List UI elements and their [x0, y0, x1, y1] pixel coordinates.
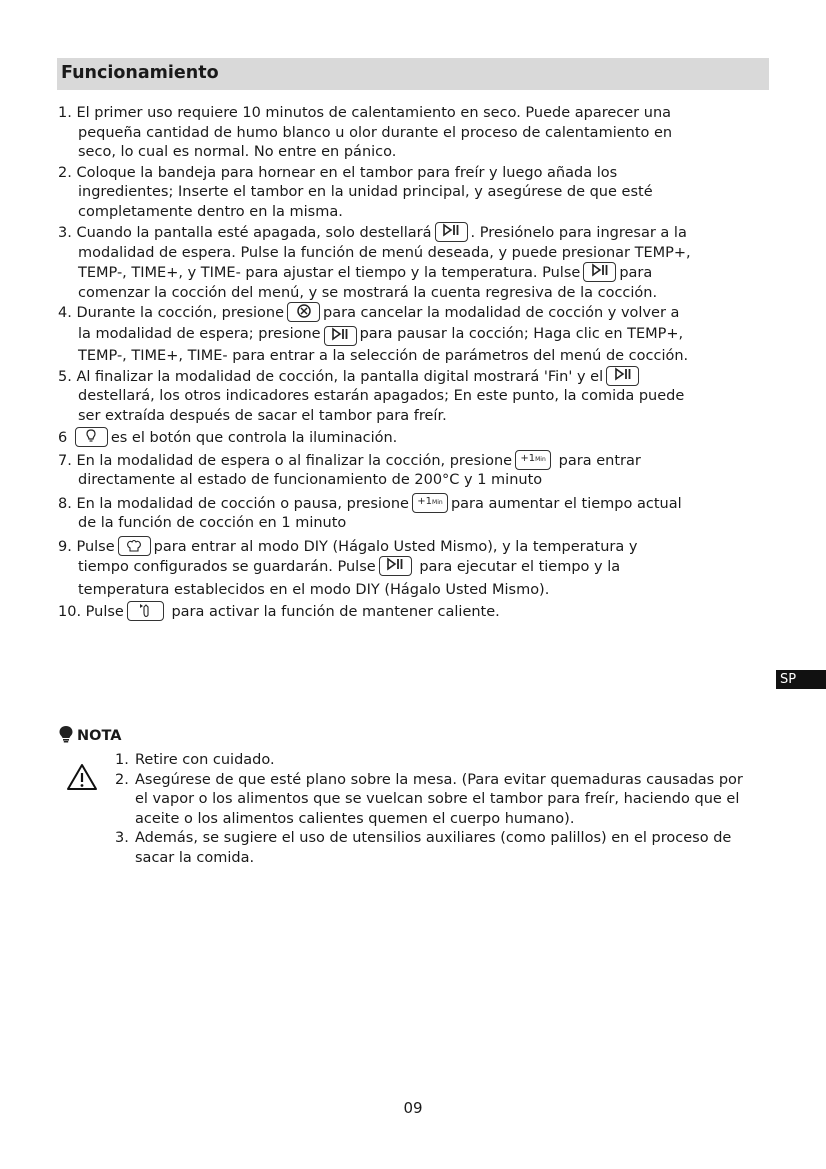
- item-text: Pulse: [76, 538, 115, 555]
- note-heading: [58, 725, 121, 747]
- item-number: 2.: [58, 164, 72, 181]
- item-text: para ejecutar el tiempo y la: [419, 559, 621, 575]
- item-line: pequeña cantidad de humo blanco u olor durante el proceso de calentamiento en: [78, 124, 673, 141]
- item-line: completamente dentro en la misma.: [78, 203, 343, 220]
- play-pause-icon: [441, 223, 461, 237]
- list-item: [58, 428, 758, 449]
- item-line: de la función de cocción en 1 minuto: [78, 515, 347, 531]
- item-text: Pulse: [85, 604, 124, 620]
- item-number: 10.: [58, 604, 82, 620]
- item-number: 3.: [58, 225, 72, 241]
- item-line: directamente al estado de funcionamiento de 200°C y 1 minuto: [78, 472, 543, 488]
- note-item: [115, 771, 755, 830]
- item-text: para entrar: [558, 452, 641, 469]
- plus-one-minute-button: [412, 493, 448, 513]
- item-number: 7.: [58, 452, 72, 469]
- item-number: 8.: [58, 495, 72, 512]
- item-line: El primer uso requiere 10 minutos de calentamiento en seco. Puede aparecer una: [76, 105, 672, 121]
- note-item: [115, 829, 755, 868]
- plus-one-minute-unit: Min: [432, 498, 443, 506]
- plus-one-minute-label: +1: [520, 452, 536, 464]
- item-text: . Presiónelo para ingresar a la: [470, 225, 687, 241]
- play-pause-icon: [330, 327, 350, 341]
- item-number: 6: [58, 430, 68, 446]
- item-text: la modalidad de espera; presione: [78, 325, 321, 342]
- item-number: 5.: [58, 368, 72, 385]
- item-text: Al finalizar la modalidad de cocción, la pantalla digital mostrará 'Fin' y el: [76, 368, 604, 385]
- list-item: [58, 164, 758, 223]
- instruction-list: [58, 104, 758, 623]
- item-text: para pausar la cocción; Haga clic en TEMP+,: [359, 325, 684, 342]
- list-item: [58, 451, 758, 491]
- item-line: TEMP-, TIME+, TIME- para entrar a la selección de parámetros del menú de cocción.: [78, 348, 689, 364]
- play-pause-icon: [613, 367, 633, 381]
- plus-one-minute-button: [515, 450, 551, 470]
- item-line: Coloque la bandeja para hornear en el tambor para freír y luego añada los: [76, 164, 618, 181]
- play-pause-button: [324, 326, 357, 346]
- play-pause-button: [583, 262, 616, 282]
- item-text: para cancelar la modalidad de cocción y volver a: [323, 305, 680, 321]
- item-number: 4.: [58, 305, 72, 321]
- play-pause-button: [379, 556, 412, 576]
- section-header: [57, 58, 769, 90]
- item-number: 1.: [58, 105, 72, 121]
- plus-one-minute-label: +1: [417, 495, 433, 507]
- note-text: Además, se sugiere el uso de utensilios auxiliares (como palillos) en el proceso de sacar la comida.: [135, 830, 732, 866]
- item-text: para activar la función de mantener caliente.: [171, 604, 500, 620]
- item-line: destellará, los otros indicadores estarán apagados; En este punto, la comida puede: [78, 388, 685, 404]
- list-item: [58, 223, 758, 303]
- plus-one-minute-unit: Min: [535, 455, 546, 463]
- keep-warm-icon: [136, 602, 154, 618]
- diy-button: [118, 536, 151, 556]
- note-item: [115, 751, 755, 771]
- play-pause-icon: [385, 557, 405, 571]
- item-text: Cuando la pantalla esté apagada, solo destellará: [76, 225, 432, 241]
- note-number: 2.: [115, 771, 129, 788]
- item-line: modalidad de espera. Pulse la función de menú deseada, y puede presionar TEMP+,: [78, 244, 691, 261]
- note-text: Asegúrese de que esté plano sobre la mesa. (Para evitar quemaduras causadas por el vapor o los alimentos que se vuelcan sobre el tambor para freír, haciendo que el aceite o los alimentos calientes quemen el cuerpo humano).: [135, 771, 743, 827]
- item-line: ingredientes; Inserte el tambor en la unidad principal, y asegúrese de que esté: [78, 184, 653, 200]
- light-button: [75, 427, 108, 447]
- play-pause-icon: [590, 263, 610, 277]
- list-item: [58, 602, 758, 623]
- section-title: Funcionamiento: [61, 63, 219, 83]
- item-line: ser extraída después de sacar el tambor para freír.: [78, 407, 447, 424]
- note-number: 3.: [115, 830, 129, 846]
- item-text: En la modalidad de cocción o pausa, presione: [76, 495, 409, 512]
- cancel-icon: [296, 303, 312, 319]
- play-pause-button: [606, 366, 639, 386]
- list-item: [58, 537, 758, 601]
- item-number: 9.: [58, 538, 72, 555]
- item-text: para: [619, 265, 653, 281]
- cancel-button: [287, 302, 320, 322]
- item-text: En la modalidad de espera o al finalizar la cocción, presione: [76, 452, 513, 469]
- item-line: seco, lo cual es normal. No entre en pánico.: [78, 144, 397, 160]
- list-item: [58, 104, 758, 163]
- item-text: para entrar al modo DIY (Hágalo Usted Mismo), y la temperatura y: [153, 538, 638, 555]
- note-text: Retire con cuidado.: [135, 752, 275, 768]
- note-title: NOTA: [77, 728, 122, 744]
- item-text: TEMP-, TIME+, y TIME- para ajustar el tiempo y la temperatura. Pulse: [78, 265, 581, 281]
- item-line: comenzar la cocción del menú, y se mostrará la cuenta regresiva de la cocción.: [78, 284, 658, 301]
- page-number: 09: [403, 1099, 423, 1117]
- keep-warm-button: [127, 601, 164, 621]
- warning-icon: [66, 763, 98, 795]
- list-item: [58, 303, 758, 367]
- list-item: [58, 494, 758, 534]
- play-pause-button: [435, 222, 468, 242]
- note-list: [115, 751, 755, 868]
- list-item: [58, 367, 758, 427]
- item-text: Durante la cocción, presione: [76, 305, 285, 321]
- note-number: 1.: [115, 752, 129, 768]
- item-text: es el botón que controla la iluminación.: [110, 430, 398, 446]
- item-text: tiempo configurados se guardarán. Pulse: [78, 559, 376, 575]
- item-line: temperatura establecidos en el modo DIY (Hágalo Usted Mismo).: [78, 581, 550, 598]
- item-text: para aumentar el tiempo actual: [450, 495, 682, 512]
- language-tab: SP: [776, 670, 826, 689]
- light-bulb-icon: [84, 428, 98, 444]
- chef-hat-icon: [125, 537, 143, 553]
- bulb-icon: [58, 725, 74, 747]
